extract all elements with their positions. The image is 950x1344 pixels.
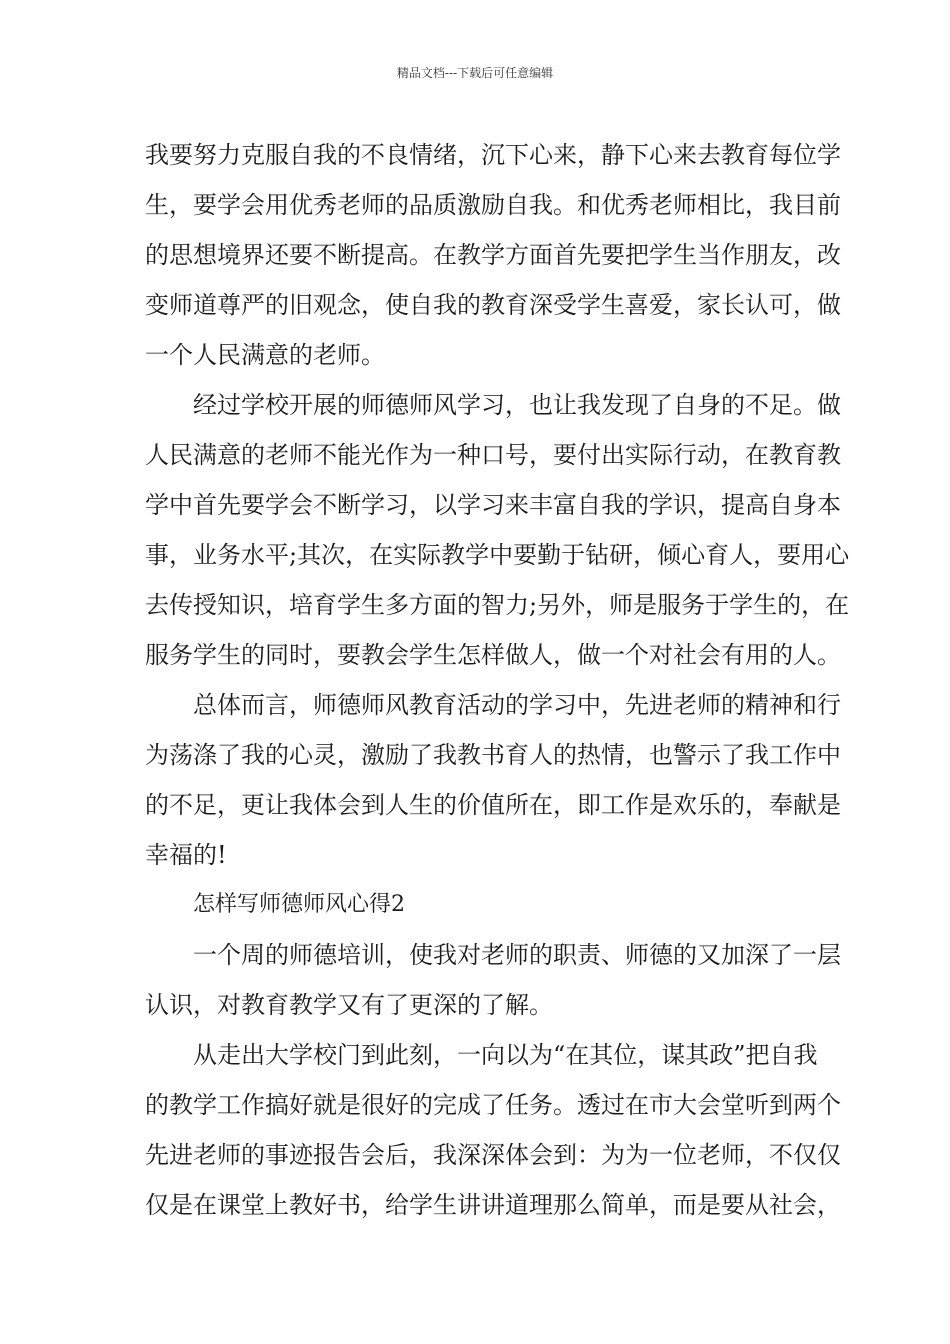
text-line: 一个周的师德培训，使我对老师的职责、师德的又加深了一层 [193, 941, 841, 969]
text-line: 从走出大学校门到此刻，一向以为“在其位，谋其政”把自我 [193, 1041, 818, 1069]
text-line: 的不足，更让我体会到人生的价值所在，即工作是欢乐的，奉献是 [145, 791, 841, 819]
text-line: 我要努力克服自我的不良情绪，沉下心来，静下心来去教育每位学 [145, 141, 841, 169]
section-heading: 怎样写师德师风心得2 [193, 892, 405, 917]
text-line: 服务学生的同时，要教会学生怎样做人，做一个对社会有用的人。 [145, 641, 841, 669]
text-line: 总体而言，师德师风教育活动的学习中，先进老师的精神和行 [193, 691, 841, 719]
paragraph-4 [145, 930, 841, 1030]
text-line: 去传授知识，培育学生多方面的智力;另外，师是服务于学生的，在 [145, 591, 850, 619]
text-line: 先进老师的事迹报告会后，我深深体会到：为为一位老师，不仅仅 [145, 1141, 841, 1169]
document-body [145, 130, 850, 1230]
paragraph-1 [145, 130, 841, 380]
text-line: 的教学工作搞好就是很好的完成了任务。透过在市大会堂听到两个 [145, 1091, 841, 1119]
text-line: 的思想境界还要不断提高。在教学方面首先要把学生当作朋友，改 [145, 241, 841, 269]
text-line: 为荡涤了我的心灵，激励了我教书育人的热情，也警示了我工作中 [145, 741, 841, 769]
page-header: 精品文档---下载后可任意编辑 [396, 66, 554, 80]
paragraph-5 [145, 1030, 841, 1230]
text-line: 学中首先要学会不断学习，以学习来丰富自我的学识，提高自身本 [145, 491, 841, 519]
paragraph-3 [145, 680, 841, 880]
text-line: 变师道尊严的旧观念，使自我的教育深受学生喜爱，家长认可，做 [145, 291, 841, 319]
text-line: 生，要学会用优秀老师的品质激励自我。和优秀老师相比，我目前 [145, 191, 841, 219]
text-line: 事，业务水平;其次，在实际教学中要勤于钻研，倾心育人，要用心 [145, 541, 850, 569]
text-line: 认识，对教育教学又有了更深的了解。 [145, 991, 553, 1019]
text-line: 幸福的! [145, 841, 227, 869]
text-line: 人民满意的老师不能光作为一种口号，要付出实际行动，在教育教 [145, 441, 841, 469]
paragraph-2 [145, 380, 850, 680]
text-line: 仅是在课堂上教好书，给学生讲讲道理那么简单，而是要从社会， [145, 1191, 841, 1219]
text-line: 经过学校开展的师德师风学习，也让我发现了自身的不足。做 [193, 391, 841, 419]
text-line: 一个人民满意的老师。 [145, 341, 385, 369]
